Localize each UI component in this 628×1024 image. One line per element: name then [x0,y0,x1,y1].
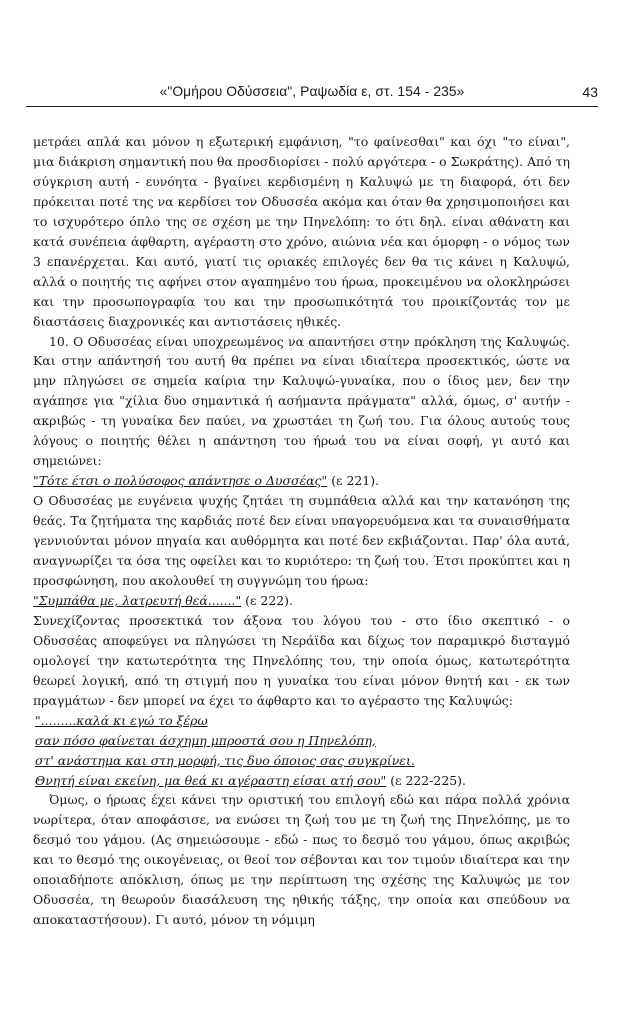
paragraph-3: Ο Οδυσσέας με ευγένεια ψυχής ζητάει τη συμπάθεια αλλά και την κατανόηση της θεάς. Τα ζητήματα της καρδιάς ποτέ δεν είναι υπαγορευόμενα και τα συναισθήματα γεννιούνται μόνον πηγαία και αυθόρμητα και ποτέ δεν εκβιάζονται. Παρ' όλα αυτά, αναγνωρίζει τα όσα της οφείλει και το κυριότερο: τη ζωή του. Έτσι προκύπτει και η προσφώνηση, που ακολουθεί τη συγγνώμη του ήρωα: [33,493,570,588]
verse-line-4-wrap [35,771,570,791]
quote-2-line [33,591,570,611]
verse-reference: (ε 222-225). [386,772,466,788]
quote-2-reference: (ε 222). [241,592,293,608]
quote-1-line [33,471,570,491]
verse-line-2: σαν πόσο φαίνεται άσχημη μπροστά σου η Πηνελόπη, [35,732,376,748]
page-number: 43 [582,84,598,100]
quote-1: "Τότε έτσι ο πολύσοφος απάντησε ο Δυσσέας" [33,473,328,489]
quote-2: "Συμπάθα με, λατρευτή θεά......." [33,592,242,608]
verse-line-3: στ' ανάστημα και στη μορφή, τις δυο όποιος σας συγκρίνει. [35,752,415,768]
paragraph-2: 10. Ο Οδυσσέας είναι υποχρεωμένος να απαντήσει στην πρόκληση της Καλυψώς. Και στην απάντησή του αυτή θα πρέπει να είναι ιδιαίτερα προσεκτικός, ώστε να μην πληγώσει σε σημεία καίρια την Καλυψώ-γυναίκα, που ο ίδιος μεν, δεν την αγάπησε για "χίλια δυο σημαντικά ή ασήμαντα πράγματα" αλλά, όμως, σ' αυτήν - ακριβώς - τη γυναίκα δεν παύει, να χρωστάει τη ζωή του. Για όλους αυτούς τους λόγους ο ποιητής θέλει η απάντηση του ήρωά του να είναι σοφή, γι αυτό και σημειώνει: [33,333,570,469]
quote-1-reference: (ε 221). [327,473,379,489]
paragraph-1: μετράει απλά και μόνον η εξωτερική εμφάνιση, "το φαίνεσθαι" και όχι "το είναι", μια διάκριση σημαντική που θα προσδιορίσει - πολύ αργότερα - ο Σωκράτης). Από τη σύγκριση αυτή - ευνόητα - βγαίνει κερδισμένη η Καλυψώ με τη διαφορά, ότι δεν πρόκειται ποτέ της να κερδίσει τον Οδυσσέα ακόμα και όταν θα χρησιμοποιήσει και το ισχυρότερο όπλο της σε σχέση με την Πηνελόπη: το ότι δηλ. είναι αθάνατη και κατά συνέπεια άφθαρτη, αγέραστη στο χρόνο, αιώνια νέα και όμορφη - ο νόμος των 3 επανέρχεται. Και αυτό, γιατί τις οριακές επιλογές δεν θα τις κάνει η Καλυψώ, αλλά ο ποιητής τις αφήνει στον αγαπημένο του ήρωα, προκειμένου να ολοκληρώσει και την προσωπογραφία του και την προσωπικότητά του προικίζοντάς τον με διαστάσεις διαχρονικές και αντιστάσεις ηθικές. [33,134,570,329]
running-header-title: «"Ομήρου Οδύσσεια", Ραψωδία ε, στ. 154 - 235» [159,84,465,99]
verse-line-4: Θνητή είναι εκείνη, μα θεά κι αγέραστη είσαι ατή σου" [35,772,387,788]
verse-line-1: ".........καλά κι εγώ το ξέρω [35,712,208,728]
verse-quote [33,711,570,791]
running-header [26,80,598,107]
paragraph-4: Συνεχίζοντας προσεκτικά τον άξονα του λόγου του - στο ίδιο σκεπτικό - ο Οδυσσέας αποφεύγει να πληγώσει τη Νεράϊδα και δίχως τον παραμικρό δισταγμό ομολογεί την κατωτερότητα της Πηνελόπης του, την οποία όμως, κατωτερότητα θεωρεί λογική, από τη στιγμή που η γυναίκα του είναι μόνον θνητή και - εκ των πραγμάτων - δεν μπορεί να έχει το άφθαρτο και το αγέραστο της Καλυψώς: [33,612,570,708]
page-body [33,132,570,930]
paragraph-5: Όμως, ο ήρωας έχει κάνει την οριστική του επιλογή εδώ και πάρα πολλά χρόνια νωρίτερα, όταν αποφάσισε, να ενώσει τη ζωή του με τη ζωή της Πηνελόπης, με το δεσμό του γάμου. (Ας σημειώσουμε - εδώ - πως το δεσμό του γάμου, όπως ακριβώς και το θεσμό της οικογένειας, οι θεοί τον σέβονται και τον τιμούν ιδιαίτερα και την οποιαδήποτε απόκλιση, όπως με την περίπτωση της σχέσης της Καλυψώς με τον Οδυσσέα, τη θεωρούν διασάλευση της ηθικής τάξης, την οποία και σπεύδουν να αποκαταστήσουν). Γι αυτό, μόνον τη νόμιμη [33,792,570,928]
